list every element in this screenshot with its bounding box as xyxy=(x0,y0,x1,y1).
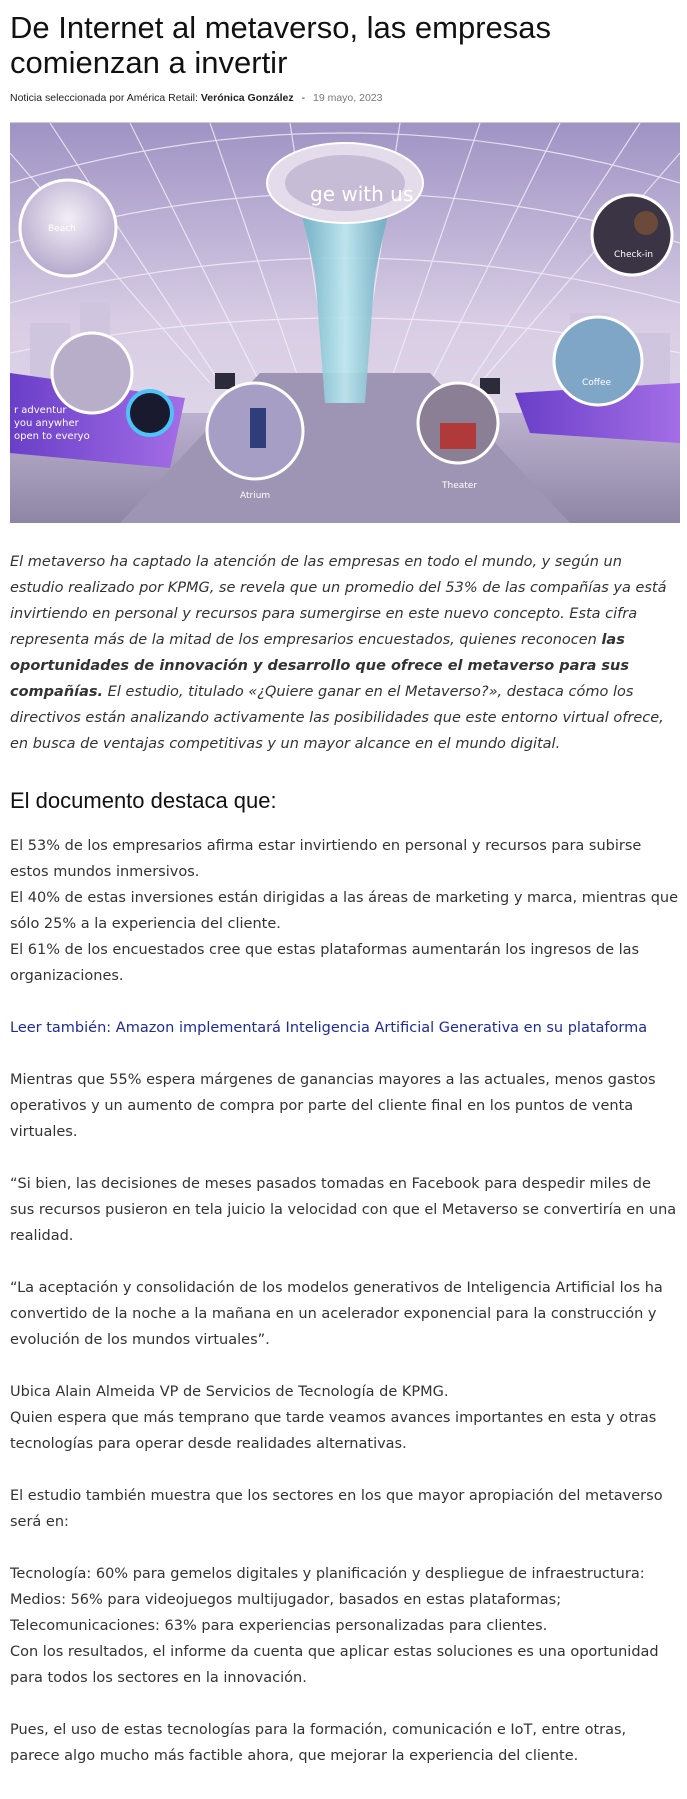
quote-ai: “La aceptación y consolidación de los modelos generativos de Inteligencia Artificial los ha convertido de la noche a la mañana en un acelerador exponencial para la construcción y evolución de los mundos virtuales”. xyxy=(10,1280,663,1348)
finding-item: El 53% de los empresarios afirma estar invirtiendo en personal y recursos para subirse estos mundos inmersivos. xyxy=(10,838,642,880)
quote-facebook: “Si bien, las decisiones de meses pasados tomadas en Facebook para despedir miles de sus recursos pusieron en tela juicio la velocidad con que el Metaverso se convertiría en una realidad. xyxy=(10,1176,677,1244)
sectors-conclusion: Con los resultados, el informe da cuenta que aplicar estas soluciones es una oportunidad para todos los sectores en la innovación. xyxy=(10,1644,659,1686)
finding-item: El 40% de estas inversiones están dirigidas a las áreas de marketing y marca, mientras que sólo 25% a la experiencia del cliente. xyxy=(10,890,679,932)
dome-text: ge with us xyxy=(310,182,414,206)
author-name[interactable]: Verónica González xyxy=(200,92,294,104)
margins-paragraph: Mientras que 55% espera márgenes de ganancias mayores a las actuales, menos gastos operativos y un aumento de compra por parte del cliente final en los puntos de venta virtuales. xyxy=(10,1072,656,1140)
attribution: Ubica Alain Almeida VP de Servicios de Tecnología de KPMG. xyxy=(10,1384,449,1400)
findings-list xyxy=(10,833,679,989)
intro-text-1: El metaverso ha captado la atención de las empresas en todo el mundo, y según un estudio realizado por KPMG, se revela que un promedio del 53% de las compañías ya está invirtiendo en personal y recursos para sumergirse en este nuevo concepto. Esta cifra representa más de la mitad de los empresarios encuestados, quienes reconocen xyxy=(10,554,667,648)
article-meta xyxy=(10,92,679,108)
sector-item: Tecnología: 60% para gemelos digitales y planificación y despliegue de infraestructura: xyxy=(10,1566,645,1582)
bubble-checkin[interactable] xyxy=(592,195,672,275)
article-title: De Internet al metaverso, las empresas comienzan a invertir xyxy=(10,10,552,80)
banner-line-2: you anywher xyxy=(14,418,79,429)
bubble-theater-label: Theater xyxy=(442,481,478,491)
bubble-checkin-label: Check-in xyxy=(614,250,654,260)
bubble-beach[interactable] xyxy=(20,180,116,276)
sectors-list xyxy=(10,1561,679,1639)
sector-item: Telecomunicaciones: 63% para experiencias personalizadas para clientes. xyxy=(10,1618,548,1634)
metaverse-atrium-illustration xyxy=(10,123,680,523)
hero-image xyxy=(10,122,680,523)
read-also-link[interactable]: Leer también: Amazon implementará Inteligencia Artificial Generativa en su plataforma xyxy=(10,1020,648,1036)
section-heading: El documento destaca que: xyxy=(10,788,277,813)
bubble-coffee[interactable] xyxy=(554,317,642,405)
finding-item: El 61% de los encuestados cree que estas plataformas aumentarán los ingresos de las organizaciones. xyxy=(10,942,640,984)
closing-paragraph: Pues, el uso de estas tecnologías para la formación, comunicación e IoT, entre otras, parece algo mucho más factible ahora, que mejorar la experiencia del cliente. xyxy=(10,1722,627,1764)
intro-bold: las oportunidades de innovación y desarrollo que ofrece el metaverso para sus compañías. xyxy=(10,632,630,700)
meta-separator: - xyxy=(301,92,306,104)
banner-line-3: open to everyo xyxy=(14,431,90,442)
banner-line-1: r adventur xyxy=(14,405,67,416)
bubble-coffee-label: Coffee xyxy=(582,378,612,388)
sectors-intro: El estudio también muestra que los sectores en los que mayor apropiación del metaverso será en: xyxy=(10,1488,663,1530)
attribution-continued: Quien espera que más temprano que tarde veamos avances importantes en esta y otras tecnologías para operar desde realidades alternativas. xyxy=(10,1410,657,1452)
bubble-atrium-label: Atrium xyxy=(240,491,271,501)
selected-by-label: Noticia seleccionada por América Retail: xyxy=(10,92,198,104)
intro-paragraph xyxy=(10,549,679,757)
bubble-gallery[interactable] xyxy=(52,333,132,413)
intro-text-2: El estudio, titulado «¿Quiere ganar en el Metaverso?», destaca cómo los directivos están analizando activamente las posibilidades que este entorno virtual ofrece, en busca de ventajas competitivas y un mayor alcance en el mundo digital. xyxy=(10,684,664,752)
publish-date: 19 mayo, 2023 xyxy=(313,92,383,104)
sector-item: Medios: 56% para videojuegos multijugador, basados en estas plataformas; xyxy=(10,1592,562,1608)
bubble-beach-label: Beach xyxy=(48,224,76,234)
